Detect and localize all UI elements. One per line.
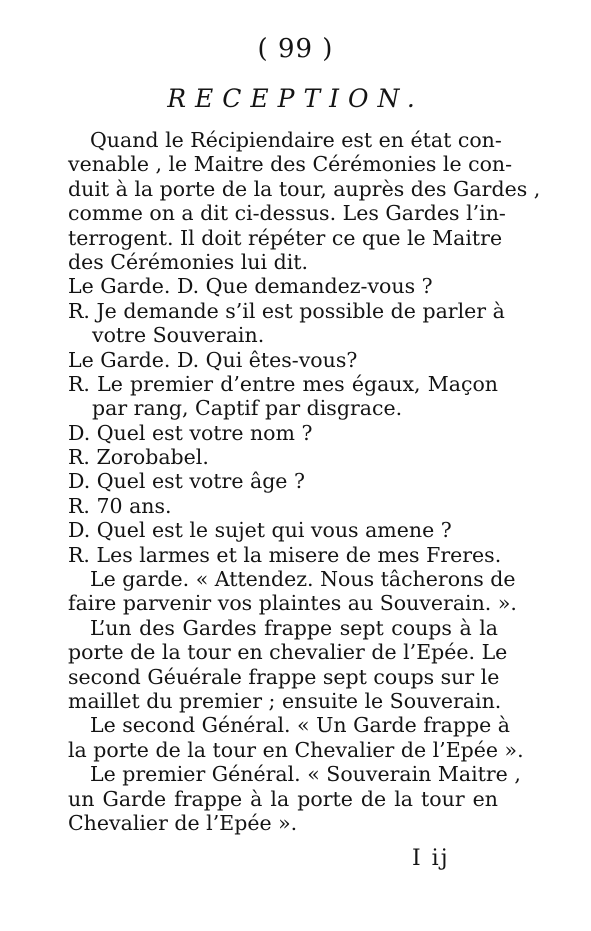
page-number: ( 99 ) bbox=[257, 34, 334, 64]
text-line: L’un des Gardes frappe sept coups à la bbox=[90, 615, 498, 640]
text-line: R. 70 ans. bbox=[68, 493, 172, 518]
text-line: R. Je demande s’il est possible de parler à bbox=[68, 298, 505, 323]
text-line: second Géuérale frappe sept coups sur le bbox=[68, 664, 500, 689]
text-line: par rang, Captif par disgrace. bbox=[92, 396, 403, 421]
section-title: RECEPTION. bbox=[167, 84, 424, 113]
text-line: faire parvenir vos plaintes au Souverain. ». bbox=[68, 591, 517, 616]
text-line: D. Quel est votre nom ? bbox=[68, 420, 313, 445]
text-line: terrogent. Il doit répéter ce que le Maitre bbox=[68, 225, 503, 250]
text-line: porte de la tour en chevalier de l’Epée. Le bbox=[68, 640, 508, 665]
text-line: Le Garde. D. Qui êtes-vous? bbox=[68, 347, 358, 372]
body-text bbox=[68, 128, 541, 835]
text-line: Quand le Récipiendaire est en état con- bbox=[90, 128, 502, 152]
text-line: comme on a dit ci-dessus. Les Gardes l’in- bbox=[68, 201, 506, 226]
signature-mark: I ij bbox=[412, 846, 450, 871]
text-line: la porte de la tour en Chevalier de l’Epée ». bbox=[68, 737, 524, 762]
text-line: duit à la porte de la tour, auprès des Gardes , bbox=[68, 176, 541, 201]
text-line: Le Garde. D. Que demandez-vous ? bbox=[68, 274, 433, 299]
text-line: votre Souverain. bbox=[92, 323, 265, 348]
text-line: R. Zorobabel. bbox=[68, 445, 209, 470]
text-line: maillet du premier ; ensuite le Souverain. bbox=[68, 688, 502, 713]
text-line: Le second Général. « Un Garde frappe à bbox=[90, 713, 510, 738]
text-line: D. Quel est le sujet qui vous amene ? bbox=[68, 518, 452, 543]
text-line: Chevalier de l’Epée ». bbox=[68, 810, 298, 835]
text-line: des Cérémonies lui dit. bbox=[68, 249, 309, 274]
text-line: R. Les larmes et la misere de mes Freres. bbox=[68, 542, 502, 567]
text-line: Le premier Général. « Souverain Maitre , bbox=[90, 762, 521, 787]
text-line: D. Quel est votre âge ? bbox=[68, 469, 305, 494]
text-line: Le garde. « Attendez. Nous tâcherons de bbox=[90, 567, 516, 592]
text-line: R. Le premier d’entre mes égaux, Maçon bbox=[68, 371, 498, 396]
text-line: venable , le Maitre des Cérémonies le con- bbox=[68, 152, 513, 177]
text-line: un Garde frappe à la porte de la tour en bbox=[68, 786, 498, 811]
